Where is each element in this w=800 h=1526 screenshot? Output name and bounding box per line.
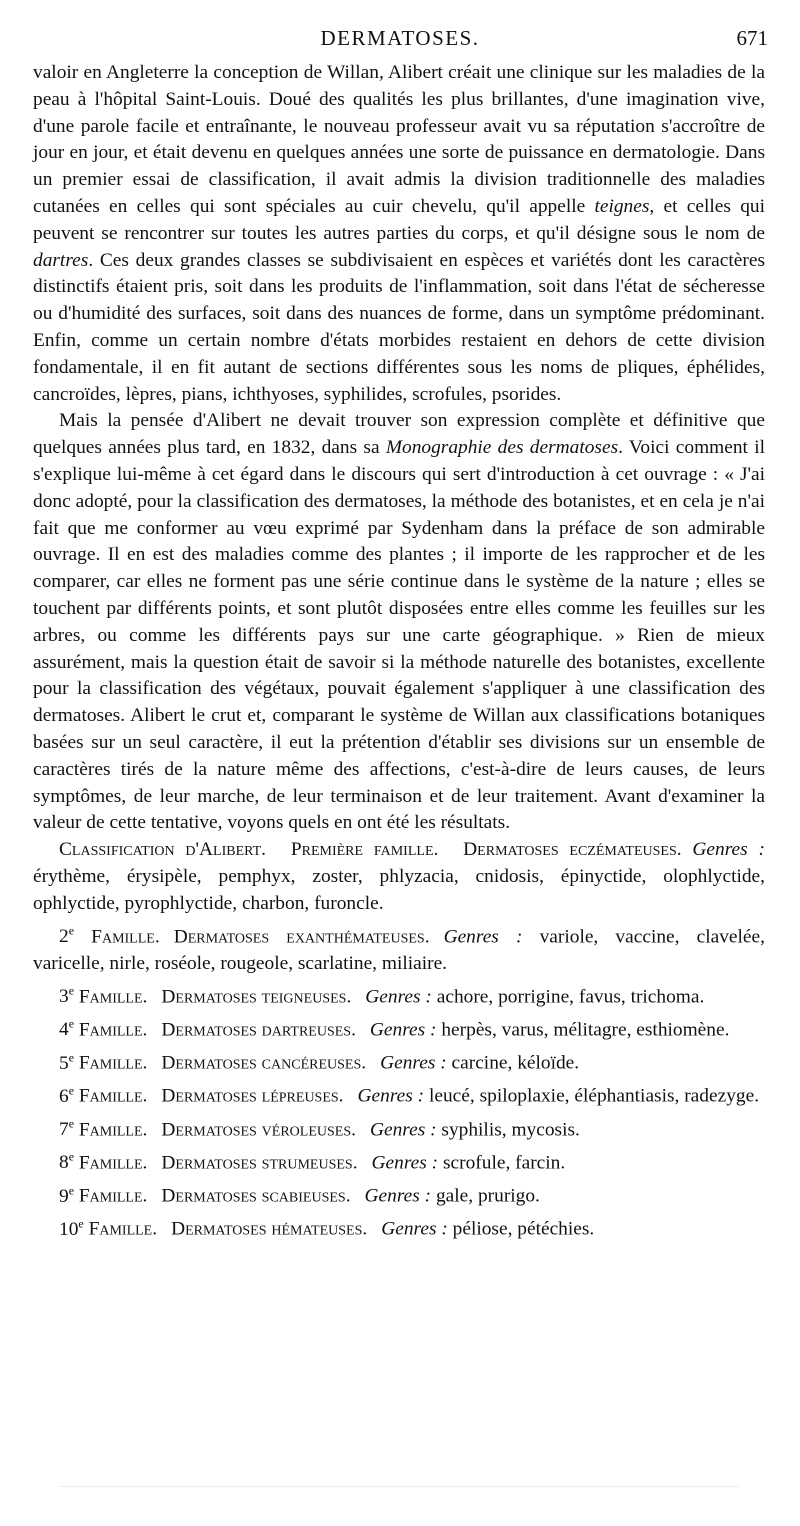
- family-number: 7e: [59, 1116, 75, 1141]
- family-genres: variole, vaccine, clavelée, varicelle, nirle, roséole, rougeole, scarlatine, miliaire.: [33, 925, 765, 974]
- first-family-genres: érythème, érysipèle, pemphyx, zoster, phlyzacia, cnidosis, épinyctide, olophlyctide, ophlyctide, pyrophlyctide, charbon, furoncle.: [33, 865, 765, 914]
- paragraph-1: valoir en Angleterre la conception de Willan, Alibert créait une clinique sur les maladies de la peau à l'hôpital Saint-Louis. Doué des qualités les plus brillantes, d'une imagination vive, d'une parole facile et entraînante, le nouveau professeur avait vu sa réputation s'accroître de jour en jour, et était devenu en quelques années une sorte de puissance en dermatologie. Dans un premier essai de classification, il avait admis la division traditionnelle des maladies cutanées en celles qui sont spéciales au cuir chevelu, qu'il appelle teignes, et celles qui peuvent se rencontrer sur toutes les autres parties du corps, et qu'il désigne sous le nom de dartres. Ces deux grandes classes se subdivisaient en espèces et variétés dont les caractères distinctifs étaient pris, soit dans les produits de l'inflammation, soit dans l'état de sécheresse ou d'humidité des surfaces, soit dans des nuances de forme, dans un symptôme prédominant. Enfin, comme un certain nombre d'états morbides restaient en dehors de cette division fondamentale, il en fit autant de sections différentes sous les noms de pliques, éphélides, cancroïdes, lèpres, pians, ichthyoses, syphilides, scrofules, psorides.: [33, 62, 765, 405]
- family-genres: syphilis, mycosis.: [436, 1119, 580, 1141]
- family-number: 8e: [59, 1149, 75, 1174]
- first-family-name: Dermatoses eczémateuses.: [463, 839, 682, 861]
- italic-term: Monographie des dermatoses: [385, 437, 619, 459]
- family-number-suffix: e: [68, 1149, 75, 1164]
- family-genres: herpès, varus, mélitagre, esthiomène.: [436, 1019, 730, 1041]
- genres-label: Genres :: [371, 1152, 439, 1174]
- family-number-suffix: e: [68, 983, 75, 998]
- family-number: 10e: [59, 1216, 84, 1240]
- family-number: 5e: [59, 1050, 75, 1074]
- family-number: 3e: [59, 983, 75, 1008]
- family-entry: [33, 918, 765, 978]
- family-number-suffix: e: [68, 923, 75, 938]
- family-number-suffix: e: [68, 1116, 75, 1131]
- family-number: 4e: [59, 1016, 75, 1041]
- genres-label: Genres :: [381, 1218, 448, 1240]
- family-entry: [33, 1111, 765, 1144]
- family-name: Dermatoses cancéreuses.: [161, 1052, 367, 1074]
- genres-label: Genres :: [692, 839, 765, 861]
- genres-label: Genres :: [364, 1185, 432, 1207]
- family-entry: [33, 1077, 765, 1110]
- family-label: Famille.: [74, 1019, 148, 1041]
- family-name: Dermatoses teigneuses.: [161, 986, 352, 1008]
- family-genres: achore, porrigine, favus, trichoma.: [431, 986, 705, 1008]
- family-name: Dermatoses dartreuses.: [161, 1019, 356, 1041]
- italic-term: dartres: [33, 249, 89, 271]
- genres-label: Genres :: [365, 986, 432, 1008]
- family-number-suffix: e: [78, 1216, 84, 1231]
- family-label: Famille.: [83, 1218, 158, 1240]
- family-number-suffix: e: [68, 1050, 75, 1065]
- page-number: 671: [736, 26, 768, 50]
- family-name: Dermatoses strumeuses.: [161, 1152, 358, 1174]
- family-number-suffix: e: [68, 1016, 75, 1031]
- running-header: [32, 26, 768, 56]
- family-label: Famille.: [74, 1085, 148, 1107]
- genres-label: Genres :: [357, 1085, 425, 1107]
- running-title: DERMATOSES.: [320, 26, 480, 50]
- paragraph-2: Mais la pensée d'Alibert ne devait trouver son expression complète et définitive que quelques années plus tard, en 1832, dans sa Monographie des dermatoses. Voici comment il s'explique lui-même à cet égard dans le discours qui sert d'introduction à cet ouvrage : « J'ai donc adopté, pour la classification des dermatoses, la méthode des botanistes, et en cela je n'ai fait que me conformer au vœu exprimé par Sydenham dans la préface de son admirable ouvrage. Il en est des maladies comme des plantes ; il importe de les rapprocher et de les comparer, car elles ne forment pas une série continue dans le système de la nature ; elles se touchent par différents points, et sont plutôt disposées entre elles comme les feuilles sur les arbres, ou comme les différents pays sur une carte géographique. » Rien de mieux assurément, mais la question était de savoir si la méthode naturelle des botanistes, excellente pour la classification des végétaux, pouvait également s'appliquer à une classification des dermatoses. Alibert le crut et, comparant le système de Willan aux classifications botaniques basées sur un seul caractère, il eut la prétention d'établir ses divisions sur un ensemble de caractères tirés de la nature même des affections, c'est-à-dire de leurs causes, de leurs symptômes, de leur marche, de leur terminaison et de leur traitement. Avant d'examiner la valeur de cette tentative, voyons quels en ont été les résultats.: [33, 410, 765, 834]
- family-genres: leucé, spiloplaxie, éléphantiasis, radezyge.: [424, 1085, 760, 1107]
- family-number: 9e: [59, 1183, 75, 1207]
- family-label: Famille.: [74, 1119, 148, 1141]
- family-entry: [33, 1011, 765, 1044]
- genres-label: Genres :: [369, 1119, 437, 1141]
- family-entry: [33, 1210, 765, 1243]
- family-entry: [33, 978, 765, 1011]
- family-label: Famille.: [74, 986, 148, 1008]
- family-list: [33, 918, 765, 1244]
- family-name: Dermatoses exanthémateuses.: [173, 925, 430, 947]
- italic-term: teignes: [594, 195, 650, 217]
- family-name: Dermatoses lépreuses.: [161, 1085, 344, 1107]
- family-label: Famille.: [74, 925, 160, 947]
- family-number-suffix: e: [68, 1183, 75, 1198]
- family-genres: scrofule, farcin.: [438, 1152, 566, 1174]
- family-number-suffix: e: [68, 1083, 75, 1098]
- family-name: Dermatoses véroleuses.: [161, 1119, 356, 1141]
- bleed-through-line: [60, 1486, 740, 1495]
- family-number: 2e: [59, 923, 75, 947]
- first-family-label: Première famille.: [290, 839, 439, 861]
- genres-label: Genres :: [443, 925, 523, 947]
- classification-heading: Classification d'Alibert.: [59, 839, 267, 861]
- family-label: Famille.: [74, 1152, 148, 1174]
- classification-heading-line: [33, 837, 765, 917]
- family-label: Famille.: [74, 1185, 148, 1207]
- family-genres: gale, prurigo.: [431, 1185, 540, 1207]
- genres-label: Genres :: [369, 1019, 437, 1041]
- family-genres: péliose, pétéchies.: [447, 1218, 595, 1240]
- body-text: [33, 60, 765, 1244]
- family-genres: carcine, kéloïde.: [446, 1052, 580, 1074]
- family-entry: [33, 1044, 765, 1077]
- family-entry: [33, 1177, 765, 1210]
- family-name: Dermatoses hémateuses.: [171, 1218, 368, 1240]
- genres-label: Genres :: [380, 1052, 447, 1074]
- family-label: Famille.: [74, 1052, 148, 1074]
- family-name: Dermatoses scabieuses.: [161, 1185, 351, 1207]
- family-entry: [33, 1144, 765, 1177]
- family-number: 6e: [59, 1083, 75, 1107]
